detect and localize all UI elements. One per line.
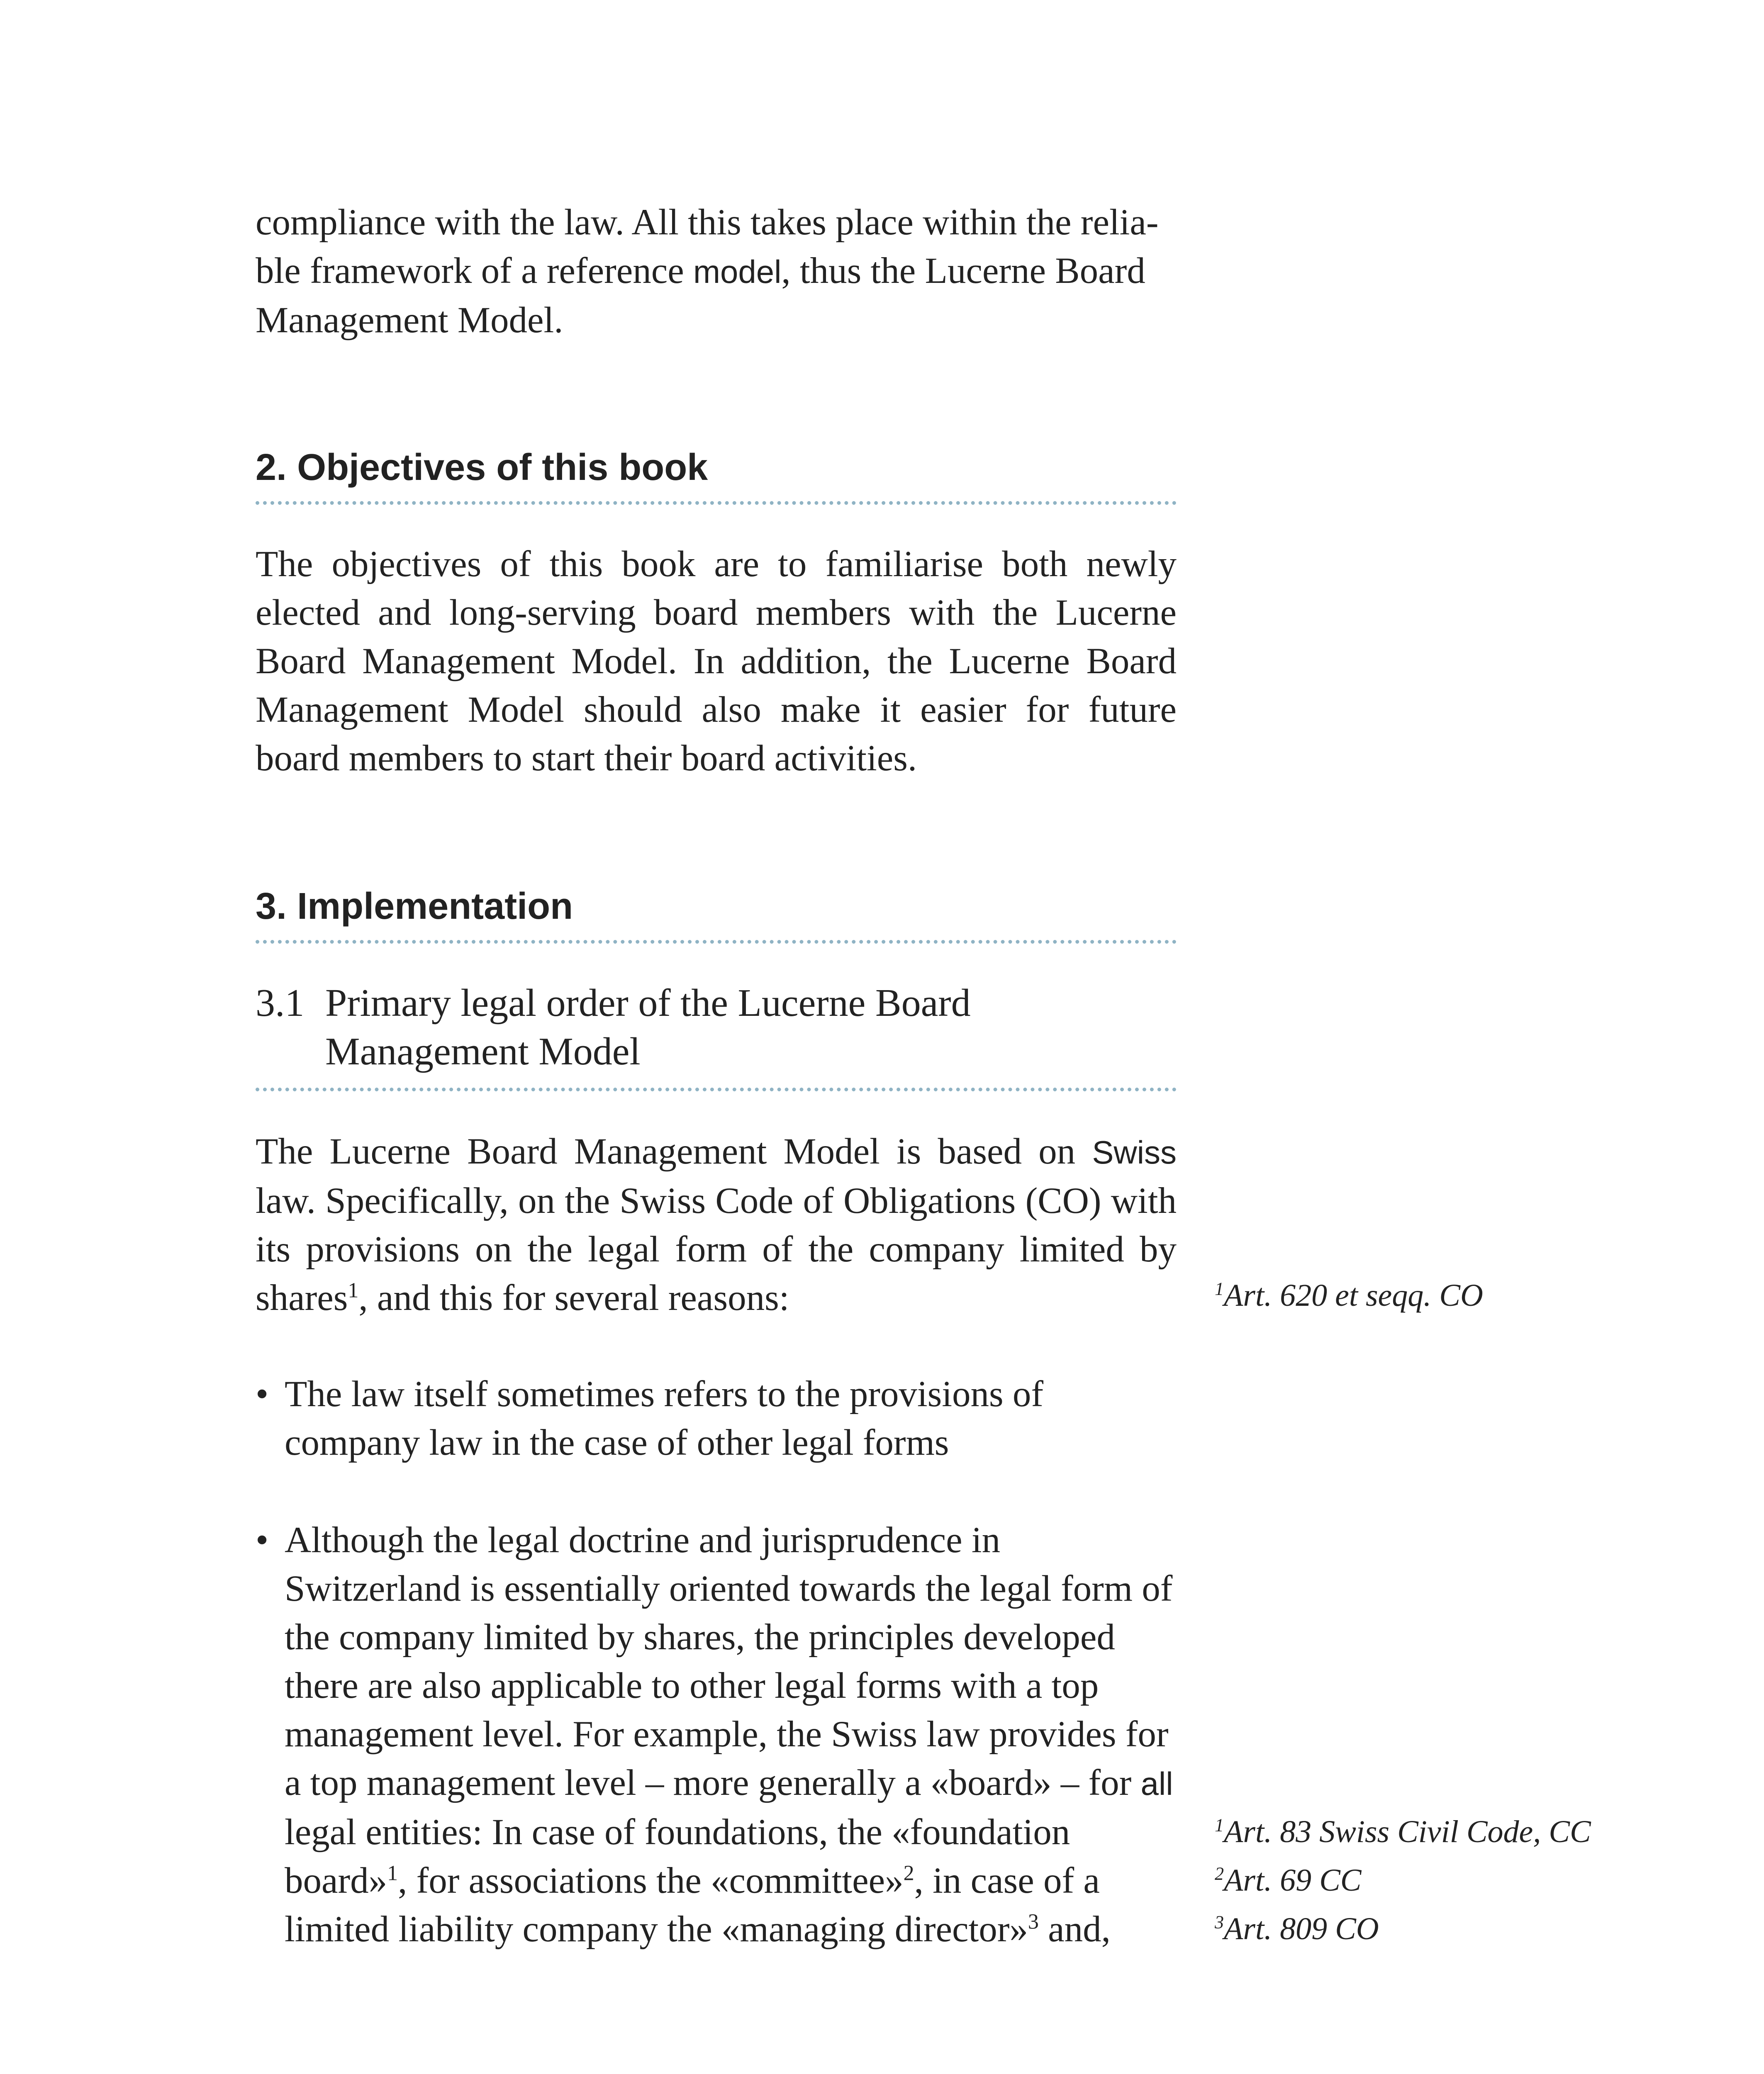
- section-3-paragraph-block: [256, 1127, 1177, 1322]
- bullet-1-text: The law itself sometimes refers to the provisions of company law in the case of other legal forms: [285, 1374, 1044, 1463]
- intro-paragraph: [256, 198, 1177, 345]
- section-3-heading: 3. Implementation: [256, 884, 1177, 944]
- margin-note: $^2$Art. 69 CC: [1215, 1863, 1362, 1898]
- bullet-2-text: Although the legal doctrine and jurisprudence in Switzerland is essentially oriented towards the legal form of the company limited by shares, the principles developed there are also applicable to other legal forms with a top management level. For example, the Swiss law provides for a top management level – more generally a «board» – for all legal entities: In case of foundations, the «foundation board»$^1$, for associations the «committee»$^2$, in case of a limited liability company the «managing director»$^3$ and,: [285, 1520, 1173, 1950]
- swiss-keyword: Swiss: [1092, 1134, 1177, 1171]
- intro-line-3: Management Model.: [256, 300, 563, 341]
- margin-note: $^1$Art. 620 et seqq. CO: [1215, 1278, 1483, 1313]
- footnote-ref: 2: [903, 1861, 914, 1885]
- bullet-icon: •: [256, 1374, 269, 1414]
- intro-keyword: model: [693, 253, 782, 290]
- section-3: [256, 884, 1177, 944]
- all-keyword: all: [1140, 1765, 1173, 1802]
- intro-line-2a: ble framework of a reference: [256, 251, 693, 291]
- intro-line-2c: , thus the Lucerne Board: [781, 251, 1145, 291]
- subsection-3-1-heading: [256, 979, 1177, 1091]
- footnote-ref: 1: [348, 1278, 359, 1302]
- section-2-body: [256, 540, 1177, 783]
- section-2-paragraph: The objectives of this book are to familiarise both newly elected and long-serving board members with the Lucerne Board Management Model. In addition, the Lucerne Board Management Model should also make it easier for future board members to start their board activities.: [256, 544, 1177, 779]
- margin-note: $^1$Art. 83 Swiss Civil Code, CC: [1215, 1814, 1591, 1849]
- bullet-item-2: [256, 1516, 1177, 1954]
- subsection-title: Primary legal order of the Lucerne Board Management Model: [325, 981, 971, 1073]
- subsection-number: 3.1: [256, 981, 305, 1025]
- section-2-heading: 2. Objectives of this book: [256, 445, 1177, 505]
- intro-line-1: compliance with the law. All this takes place within the relia-: [256, 202, 1159, 243]
- section-2: [256, 445, 1177, 505]
- subsection-3-1: [256, 979, 1177, 1091]
- bullet-item-1: [256, 1370, 1177, 1467]
- footnote-ref: 1: [387, 1861, 398, 1885]
- section-3-paragraph: The Lucerne Board Management Model is based on Swiss law. Specifically, on the Swiss Code of Obligations (CO) with its provisions on the legal form of the company limited by shares$^1$, and this for several reasons:: [256, 1131, 1177, 1318]
- footnote-ref: 3: [1028, 1910, 1039, 1934]
- margin-note: $^3$Art. 809 CO: [1215, 1911, 1379, 1946]
- bullet-icon: •: [256, 1520, 269, 1560]
